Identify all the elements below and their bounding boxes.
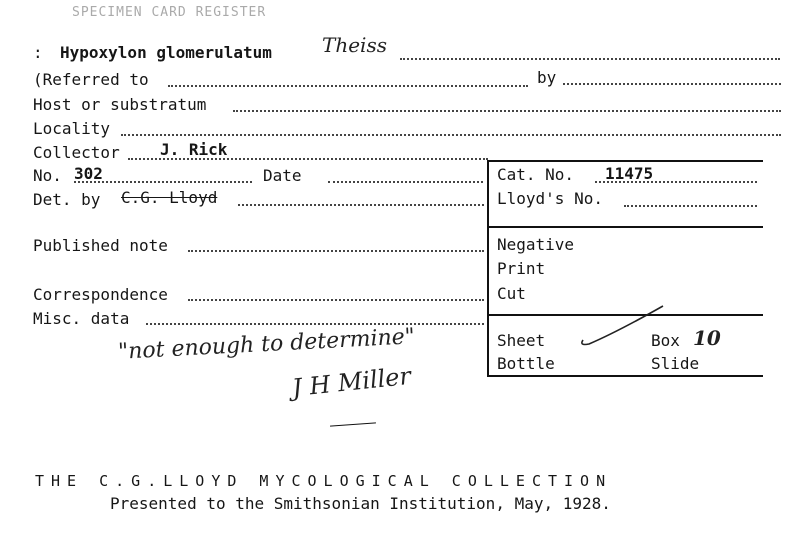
box-label: Box <box>651 331 680 350</box>
collector-label: Collector <box>33 143 120 162</box>
cat-no-label: Cat. No. <box>497 165 575 184</box>
correspondence-label: Correspondence <box>33 285 168 304</box>
cat-no-value: 11475 <box>605 164 654 183</box>
misc-dotline <box>146 323 484 325</box>
referred-to-dotline <box>168 85 528 87</box>
correspondence-dotline <box>188 299 484 301</box>
cat-no-dotline <box>595 181 757 183</box>
cut-label: Cut <box>497 284 526 303</box>
negative-label: Negative <box>497 235 575 254</box>
footer-collection-title: THE C.G.LLOYD MYCOLOGICAL COLLECTION <box>35 472 613 490</box>
number-value: 302 <box>74 164 103 183</box>
handwritten-signature: J H Miller <box>290 361 413 403</box>
host-label: Host or substratum <box>33 95 207 114</box>
date-dotline <box>328 181 483 183</box>
lloyds-no-dotline <box>624 205 757 207</box>
date-label: Date <box>263 166 302 185</box>
bottle-label: Bottle <box>497 354 555 373</box>
collector-dotline <box>128 158 488 160</box>
handwritten-note: "not enough to determine" <box>117 324 416 365</box>
number-label: No. <box>33 166 62 185</box>
det-label: Det. by <box>33 190 101 209</box>
print-label: Print <box>497 259 546 278</box>
species-name: Hypoxylon glomerulatum <box>60 43 272 62</box>
field-dot-marker: : <box>33 43 43 62</box>
footer-presented-line: Presented to the Smithsonian Institution, May, 1928. <box>110 494 611 513</box>
locality-label: Locality <box>33 119 111 138</box>
det-dotline <box>238 204 484 206</box>
locality-dotline <box>121 134 781 136</box>
signature-underline <box>330 422 376 426</box>
collector-value: J. Rick <box>160 140 228 159</box>
lloyds-no-label: Lloyd's No. <box>497 189 603 208</box>
slide-label: Slide <box>651 354 700 373</box>
species-author: Theiss <box>322 33 387 57</box>
det-value: C.G. Lloyd <box>121 188 218 207</box>
number-dotline <box>74 181 252 183</box>
species-dotline <box>400 58 780 60</box>
misc-data-label: Misc. data <box>33 309 130 328</box>
sheet-label: Sheet <box>497 331 546 350</box>
published-dotline <box>188 250 484 252</box>
by-dotline <box>563 83 781 85</box>
by-label: by <box>537 68 557 87</box>
referred-to-label: (Referred to <box>33 70 149 89</box>
box-value: 10 <box>693 326 721 350</box>
catalog-box <box>487 160 763 377</box>
box-divider-top <box>489 226 763 228</box>
faded-header-stamp: SPECIMEN CARD REGISTER <box>72 5 267 20</box>
host-dotline <box>233 110 781 112</box>
published-note-label: Published note <box>33 236 168 255</box>
